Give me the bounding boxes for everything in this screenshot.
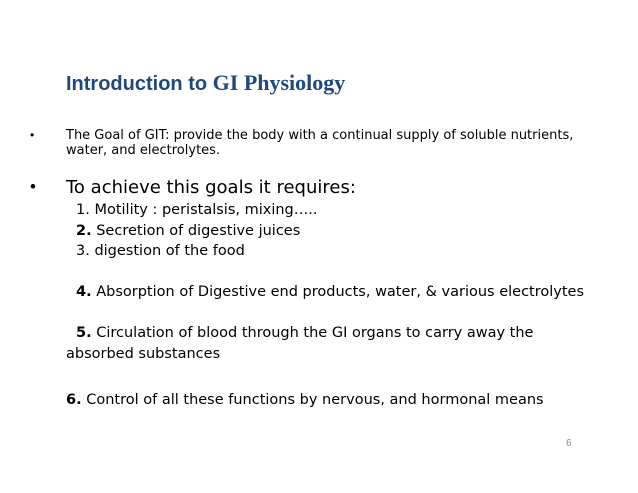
item-number: 4. (76, 284, 92, 300)
bullet-marker: • (30, 128, 35, 142)
item-number: 6. (66, 392, 82, 408)
bullet-requirements-text: To achieve this goals it requires: (66, 177, 356, 198)
slide-title (66, 70, 345, 98)
slide-title-part2: GI Physiology (212, 70, 346, 95)
bullet-marker: • (30, 177, 36, 196)
item-number: 5. (76, 325, 92, 341)
item-text: digestion of the food (89, 243, 245, 259)
item-number: 2. (76, 223, 92, 239)
item-text: Absorption of Digestive end products, water, & various electrolytes (91, 284, 585, 300)
slide-title-part1: Introduction to (66, 73, 213, 95)
requirement-item-4 (76, 283, 584, 301)
requirement-item-2 (76, 222, 300, 240)
item-text: Control of all these functions by nervous, and hormonal means (81, 392, 544, 408)
item-number: 3. (76, 243, 90, 259)
item-text: Circulation of blood through the GI organs to carry away the (91, 325, 534, 341)
requirement-item-3 (76, 242, 245, 260)
bullet-goal-text: The Goal of GIT: provide the body with a continual supply of soluble nutrients, water, and electrolytes. (66, 128, 574, 158)
requirement-item-6 (66, 391, 544, 409)
page-number: 6 (566, 438, 572, 449)
requirement-item-5 (76, 324, 533, 342)
item-text: Secretion of digestive juices (91, 223, 301, 239)
requirement-item-1 (76, 201, 317, 219)
requirement-item-5-continuation: absorbed substances (66, 346, 221, 362)
item-text: Motility : peristalsis, mixing….. (89, 202, 318, 218)
item-number: 1. (76, 202, 90, 218)
